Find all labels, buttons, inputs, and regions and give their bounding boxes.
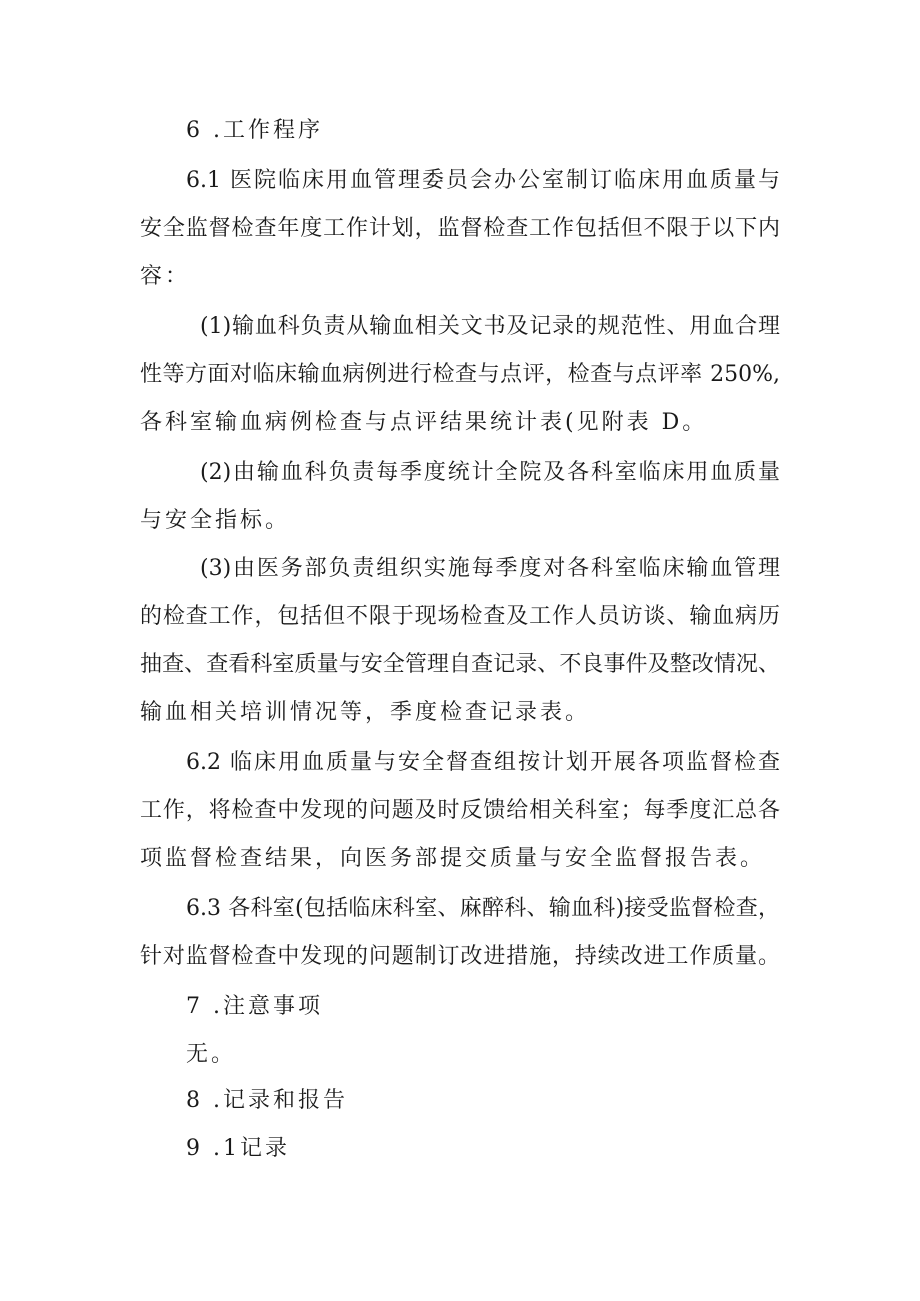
item-3-line-3: 抽查、查看科室质量与安全管理自查记录、不良事件及整改情况、 <box>140 652 780 677</box>
item-1-line-3: 各科室输血病例检查与点评结果统计表(见附表 D。 <box>140 410 708 435</box>
item-1-line-2: 性等方面对临床输血病例进行检查与点评，检查与点评率 250%, <box>140 362 780 387</box>
section-8-heading: 8 .记录和报告 <box>186 1088 348 1113</box>
item-2-line-2: 与安全指标。 <box>140 508 291 533</box>
item-3-line-2: 的检查工作，包括但不限于现场检查及工作人员访谈、输血病历 <box>140 604 780 629</box>
paragraph-6-3-line-2: 针对监督检查中发现的问题制订改进措施，持续改进工作质量。 <box>140 944 780 969</box>
item-3-line-1: (3)由医务部负责组织实施每季度对各科室临床输血管理 <box>200 556 780 581</box>
paragraph-6-2-line-1: 6.2 临床用血质量与安全督查组按计划开展各项监督检查 <box>186 750 780 775</box>
section-7-heading: 7 .注意事项 <box>186 994 323 1019</box>
paragraph-6-2-line-2: 工作，将检查中发现的问题及时反馈给相关科室；每季度汇总各 <box>140 798 780 823</box>
paragraph-6-2-line-3: 项监督检查结果，向医务部提交质量与安全监督报告表。 <box>140 846 766 871</box>
item-2-line-1: (2)由输血科负责每季度统计全院及各科室临床用血质量 <box>200 460 780 485</box>
section-7-body: 无。 <box>186 1042 237 1067</box>
paragraph-6-1-line-1: 6.1 医院临床用血管理委员会办公室制订临床用血质量与 <box>186 168 780 193</box>
item-1-line-1: (1)输血科负责从输血相关文书及记录的规范性、用血合理 <box>200 314 780 339</box>
paragraph-6-1-line-2: 安全监督检查年度工作计划，监督检查工作包括但不限于以下内 <box>140 216 780 241</box>
section-6-heading: 6 .工作程序 <box>186 118 323 143</box>
item-3-line-4: 输血相关培训情况等，季度检查记录表。 <box>140 700 591 725</box>
paragraph-6-3-line-1: 6.3 各科室(包括临床科室、麻醉科、输血科)接受监督检查， <box>186 896 780 921</box>
paragraph-6-1-line-3: 容： <box>140 264 191 289</box>
section-9-1-heading: 9 .1记录 <box>186 1136 290 1161</box>
